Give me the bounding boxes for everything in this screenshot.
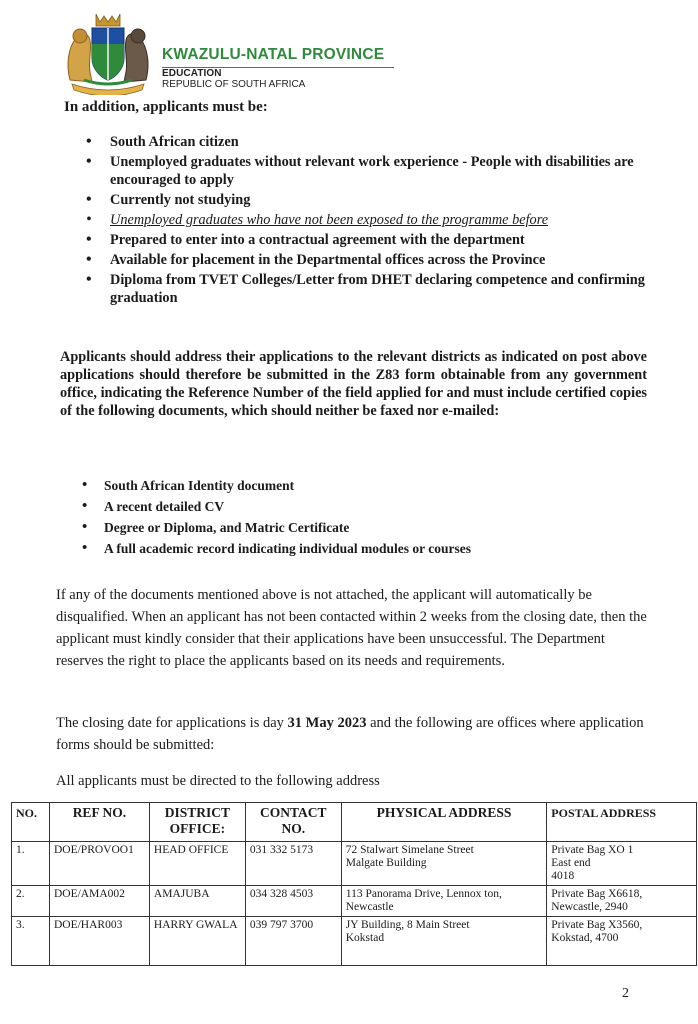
cell-district: AMAJUBA (149, 886, 245, 917)
republic-name: REPUBLIC OF SOUTH AFRICA (162, 79, 306, 90)
table-row (12, 842, 697, 886)
address-line: 4018 (551, 870, 575, 882)
disqualification-note: If any of the documents mentioned above is not attached, the applicant will automatically be disqualified. When an applicant has not been contacted within 2 weeks from the closing date, then the applicant must kindly consider that their applications have been unsuccessful. The Department reserves the right to place the applicants based on its needs and requirements. (56, 587, 647, 669)
cell-no: 1. (12, 842, 50, 886)
cell-physical (341, 917, 547, 966)
province-name: KWAZULU-NATAL PROVINCE (162, 46, 385, 63)
list-item: • Degree or Diploma, and Matric Certificate (82, 519, 602, 537)
cell-no: 3. (12, 917, 50, 966)
closing-date-paragraph (56, 712, 651, 756)
cell-no: 2. (12, 886, 50, 917)
address-line: Newcastle (345, 901, 394, 913)
closing-date: 31 May 2023 (287, 715, 367, 731)
address-line: Newcastle, 2940 (551, 901, 628, 913)
address-intro: All applicants must be directed to the following address (56, 773, 380, 789)
list-item: • Unemployed graduates without relevant work experience - People with disabilities are encouraged to apply (86, 153, 651, 189)
list-item: • A recent detailed CV (82, 498, 602, 516)
documents-list (82, 477, 602, 561)
address-line: 113 Panorama Drive, Lennox ton, (345, 888, 502, 900)
cell-postal (547, 886, 697, 917)
cell-ref: DOE/HAR003 (49, 917, 149, 966)
address-line: JY Building, 8 Main Street (345, 919, 470, 931)
col-header-no: NO. (12, 803, 50, 842)
cell-postal (547, 917, 697, 966)
cell-district: HARRY GWALA (149, 917, 245, 966)
cell-district: HEAD OFFICE (149, 842, 245, 886)
closing-text-after: and the following are offices where application forms should be submitted: (56, 715, 644, 753)
address-line: Kokstad (345, 932, 385, 944)
col-header-district: DISTRICT OFFICE: (149, 803, 245, 842)
address-line: Malgate Building (345, 857, 427, 869)
col-header-physical: PHYSICAL ADDRESS (341, 803, 547, 842)
closing-text-before: The closing date for applications is day (56, 715, 288, 731)
cell-ref: DOE/PROVOO1 (49, 842, 149, 886)
requirements-list (86, 133, 651, 309)
list-item: • Currently not studying (86, 191, 651, 209)
letterhead (62, 10, 402, 95)
cell-physical (341, 886, 547, 917)
table-row (12, 886, 697, 917)
list-item: • South African citizen (86, 133, 651, 151)
application-instructions: Applicants should address their applications to the relevant districts as indicated on post above applications should therefore be submitted in the Z83 form obtainable from any government office, indicating the Reference Number of the field applied for and must include certified copies of the following documents, which should neither be faxed nor e-mailed: (60, 349, 647, 419)
cell-physical (341, 842, 547, 886)
cell-contact: 034 328 4503 (245, 886, 341, 917)
cell-contact: 039 797 3700 (245, 917, 341, 966)
district-offices-table (11, 802, 697, 966)
address-line: East end (551, 857, 591, 869)
list-item: • A full academic record indicating individual modules or courses (82, 540, 602, 558)
cell-contact: 031 332 5173 (245, 842, 341, 886)
col-header-contact: CONTACT NO. (245, 803, 341, 842)
address-line: Private Bag XO 1 (551, 844, 634, 856)
col-header-postal: POSTAL ADDRESS (547, 803, 697, 842)
list-item: • Unemployed graduates who have not been exposed to the programme before (86, 211, 651, 229)
col-header-ref: REF NO. (49, 803, 149, 842)
list-item: • South African Identity document (82, 477, 602, 495)
list-item: • Available for placement in the Departmental offices across the Province (86, 251, 651, 269)
page-number: 2 (622, 986, 629, 1001)
address-line: Private Bag X6618, (551, 888, 643, 900)
table-row (12, 917, 697, 966)
table-header-row (12, 803, 697, 842)
list-item: • Diploma from TVET Colleges/Letter from DHET declaring competence and confirming graduation (86, 271, 651, 307)
cell-ref: DOE/AMA002 (49, 886, 149, 917)
address-line: Private Bag X3560, (551, 919, 643, 931)
department-name: EDUCATION (162, 68, 222, 79)
address-line: 72 Stalwart Simelane Street (345, 844, 474, 856)
kzn-coat-of-arms-icon (62, 10, 154, 95)
cell-postal (547, 842, 697, 886)
address-line: Kokstad, 4700 (551, 932, 619, 944)
requirements-heading: In addition, applicants must be: (64, 99, 268, 115)
list-item: • Prepared to enter into a contractual agreement with the department (86, 231, 651, 249)
